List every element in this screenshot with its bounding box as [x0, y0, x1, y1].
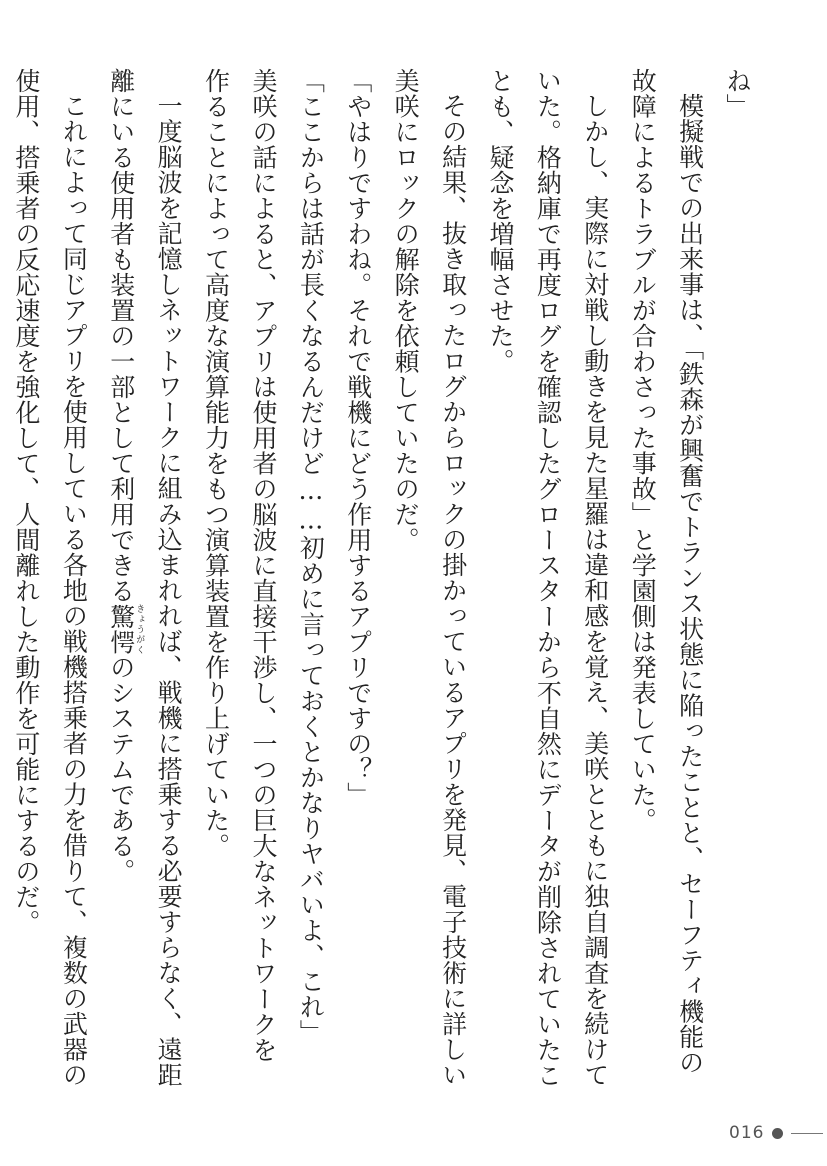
- ruby-reading: きょうがく: [134, 603, 145, 655]
- ruby-annotation: [106, 603, 145, 655]
- text-line: とも、疑念を増幅させた。: [485, 68, 515, 374]
- text-segment: のシステムである。: [106, 654, 136, 884]
- text-line: その結果、抜き取ったログからロックの掛かっているアプリを発見、電子技術に詳しい: [438, 93, 468, 1088]
- text-line: 故障によるトラブルが合わさった事故」と学園側は発表していた。: [628, 68, 658, 833]
- page-marker-dot: [772, 1128, 783, 1139]
- text-line: 美咲にロックの解除を依頼していたのだ。: [391, 68, 421, 553]
- text-line: ね」: [723, 68, 752, 119]
- page-footer: [729, 1123, 823, 1143]
- text-line: 使用、搭乗者の反応速度を強化して、人間離れした動作を可能にするのだ。: [11, 68, 41, 935]
- text-line: 作ることによって高度な演算能力をもつ演算装置を作り上げていた。: [201, 68, 231, 859]
- vertical-text-body: [3, 68, 762, 1088]
- page-marker-rule: [791, 1133, 823, 1134]
- text-line: これによって同じアプリを使用している各地の戦機搭乗者の力を借りて、複数の武器の: [59, 93, 89, 1088]
- page-number: 016: [729, 1123, 765, 1143]
- text-segment: 離にいる使用者も装置の一部として利用できる: [106, 68, 136, 604]
- ruby-base: 驚愕: [106, 603, 136, 655]
- text-line: 模擬戦での出来事は、「鉄森が興奮でトランス状態に陥ったことと、セーフティ機能の: [675, 93, 705, 1075]
- dialogue-line: 「やはりですわね。それで戦機にどう作用するアプリですの？」: [343, 68, 373, 808]
- text-line: しかし、実際に対戦し動きを見た星羅は違和感を覚え、美咲とともに独自調査を続けて: [580, 93, 610, 1088]
- text-line: [97, 68, 144, 1078]
- text-line: 美咲の話によると、アプリは使用者の脳波に直接干渉し、一つの巨大なネットワークを: [248, 68, 278, 1063]
- dialogue-line: 「ここからは話が長くなるんだけど……初めに言っておくとかなりヤバいよ、これ」: [296, 68, 326, 1045]
- text-line: いた。格納庫で再度ログを確認したグロースターから不自然にデータが削除されていたこ: [533, 68, 563, 1088]
- text-line: 一度脳波を記憶しネットワークに組み込まれれば、戦機に搭乗する必要すらなく、遠距: [154, 93, 184, 1088]
